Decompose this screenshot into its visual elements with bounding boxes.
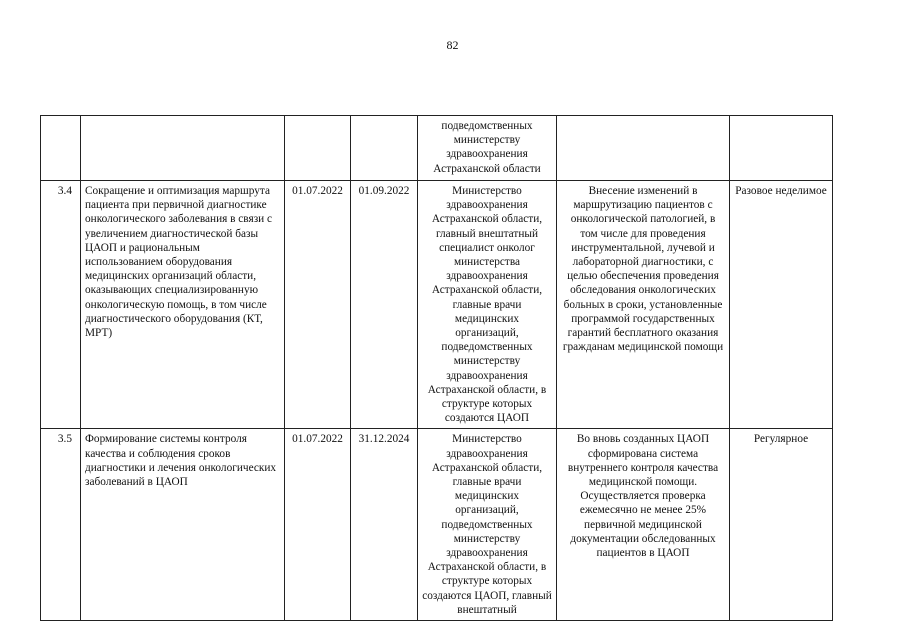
- table-row: [41, 116, 833, 181]
- cell-number: [41, 116, 81, 181]
- cell-start-date: 01.07.2022: [285, 429, 351, 621]
- cell-periodicity: Регулярное: [730, 429, 833, 621]
- cell-responsible: Министерство здравоохранения Астраханской области, главный внештатный специалист онколог министерства здравоохранения Астраханской области, главные врачи медицинских организаций, подведомственных министерству здравоохранения Астраханской области, в структуре которых создаются ЦАОП: [418, 181, 557, 429]
- activity-plan-table: [40, 115, 833, 621]
- cell-result: Внесение изменений в маршрутизацию пациентов с онкологической патологией, в том числе для проведения инструментальной, лучевой и лабораторной диагностики, с целью обеспечения проведения обследования онкологических больных в сроки, установленные программой государственных гарантий бесплатного оказания гражданам медицинской помощи: [557, 181, 730, 429]
- cell-periodicity: [730, 116, 833, 181]
- cell-number: 3.4: [41, 181, 81, 429]
- cell-number: 3.5: [41, 429, 81, 621]
- cell-end-date: 31.12.2024: [351, 429, 418, 621]
- table-row: [41, 429, 833, 621]
- cell-end-date: [351, 116, 418, 181]
- cell-periodicity: Разовое неделимое: [730, 181, 833, 429]
- cell-result: Во вновь созданных ЦАОП сформирована система внутреннего контроля качества медицинской помощи. Осуществляется проверка ежемесячно не менее 25% первичной медицинской документации обследованных пациентов в ЦАОП: [557, 429, 730, 621]
- cell-end-date: 01.09.2022: [351, 181, 418, 429]
- cell-responsible: подведомственных министерству здравоохранения Астраханской области: [418, 116, 557, 181]
- cell-event: Сокращение и оптимизация маршрута пациента при первичной диагностике онкологического заболевания в связи с увеличением диагностической базы ЦАОП и рациональным использованием оборудования медицинских организаций области, оказывающих специализированную онкологическую помощь, в том числе диагностического оборудования (КТ, МРТ): [81, 181, 285, 429]
- cell-start-date: [285, 116, 351, 181]
- cell-result: [557, 116, 730, 181]
- table-row: [41, 181, 833, 429]
- cell-event: Формирование системы контроля качества и соблюдения сроков диагностики и лечения онкологических заболеваний в ЦАОП: [81, 429, 285, 621]
- cell-start-date: 01.07.2022: [285, 181, 351, 429]
- cell-event: [81, 116, 285, 181]
- cell-responsible: Министерство здравоохранения Астраханской области, главные врачи медицинских организаций, подведомственных министерству здравоохранения Астраханской области, в структуре которых создаются ЦАОП, главный внештатный: [418, 429, 557, 621]
- page-number: 82: [446, 38, 459, 52]
